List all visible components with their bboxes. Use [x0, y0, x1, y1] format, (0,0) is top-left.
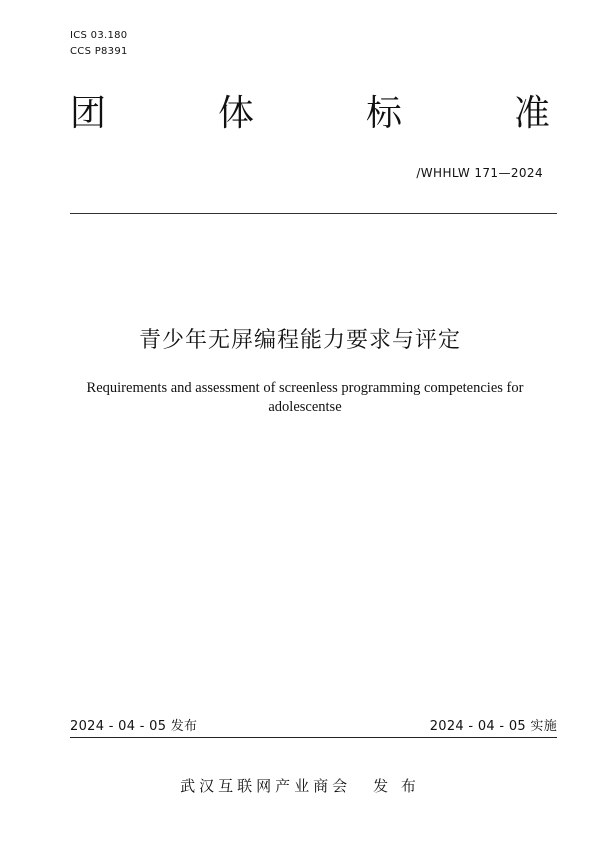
title-chinese: 青少年无屏编程能力要求与评定	[138, 328, 461, 353]
title-english: Requirements and assessment of screenless programming competencies for adolescentse	[86, 380, 524, 415]
standard-type-char-4: 准	[514, 93, 551, 134]
standard-type-char-1: 团	[70, 93, 107, 134]
ccs-code: CCS P8391	[70, 46, 128, 57]
implementation-date: 2024 - 04 - 05 实施	[429, 719, 557, 734]
standard-type-char-3: 标	[366, 93, 403, 134]
ics-code: ICS 03.180	[70, 30, 128, 41]
publish-date: 2024 - 04 - 05 发布	[70, 719, 198, 734]
header-divider	[70, 213, 557, 214]
issuer-line	[0, 775, 600, 796]
issuer-name: 武汉互联网产业商会	[180, 777, 352, 795]
standard-number: /WHHLW 171—2024	[416, 166, 543, 180]
standard-type-char-2: 体	[218, 93, 255, 134]
issuer-action: 发 布	[373, 777, 420, 795]
footer-divider	[70, 737, 557, 738]
